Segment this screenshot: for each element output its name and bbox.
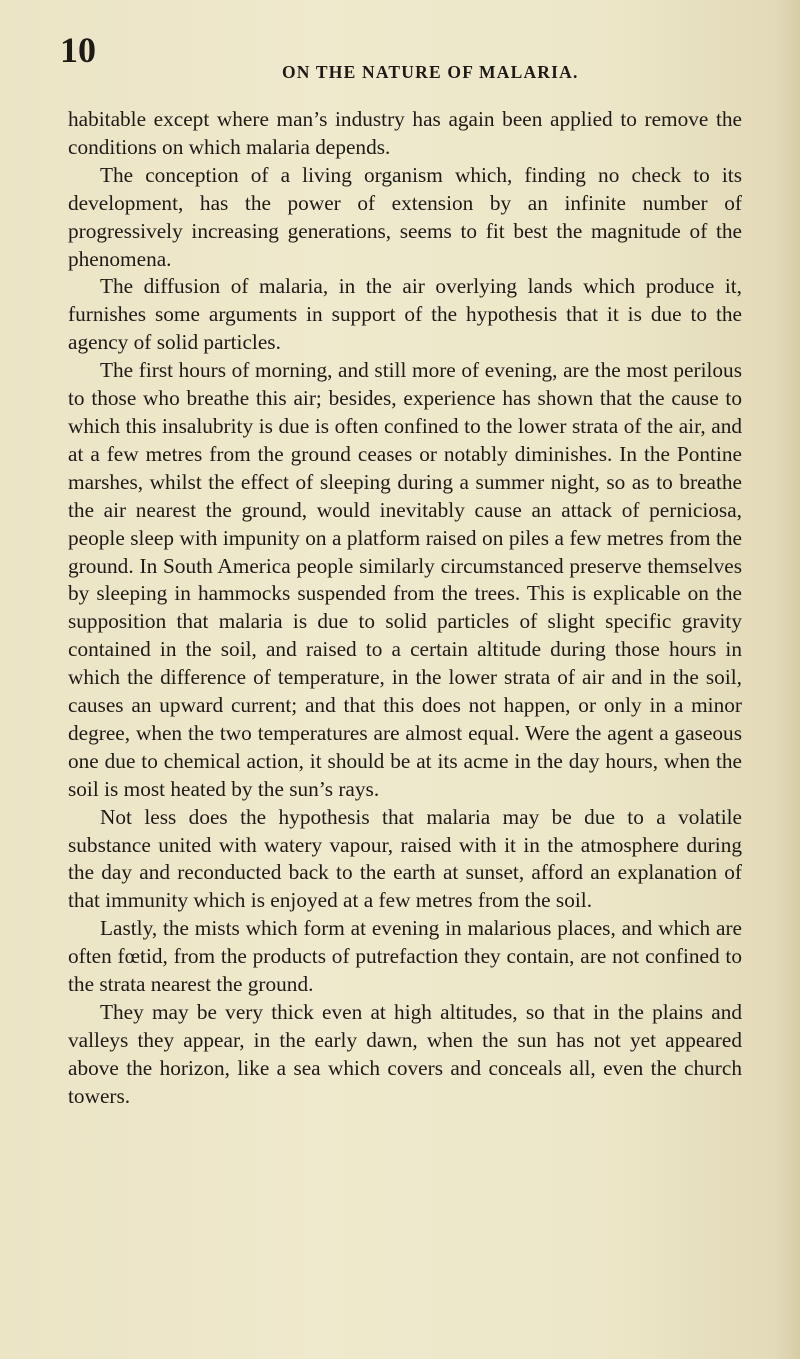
paragraph-volatile-substance: Not less does the hypothesis that malaria may be due to a volatile substance united with watery vapour, raised with it in the atmosphere during the day and reconducted back to the earth at sunset, afford an explanation of that immunity which is enjoyed at a few metres from the soil. [68, 804, 742, 913]
paragraph-diffusion: The diffusion of malaria, in the air overlying lands which produce it, furnishes some arguments in support of the hypothesis that it is due to the agency of solid particles. [68, 274, 742, 355]
paragraph-lastly-mists: Lastly, the mists which form at evening in malarious places, and which are often fœtid, from the products of putrefaction they contain, are not confined to the strata nearest the ground. [68, 916, 742, 997]
body-text [68, 106, 742, 1111]
paragraph-high-altitudes: They may be very thick even at high altitudes, so that in the plains and valleys they appear, in the early dawn, when the sun has not yet appeared above the horizon, like a sea which covers and conceals all, even the church towers. [68, 1000, 742, 1108]
page-number: 10 [60, 30, 96, 70]
running-title: ON THE NATURE OF MALARIA. [282, 62, 579, 82]
paragraph-first-hours: The first hours of morning, and still more of evening, are the most perilous to those who breathe this air; besides, experience has shown that the cause to which this insalubrity is due is often confined to the lower strata of the air, and at a few metres from the ground ceases or notably diminishes. In the Pontine marshes, whilst the effect of sleeping during a summer night, so as to breathe the air nearest the ground, would inevitably cause an attack of perniciosa, people sleep with impunity on a platform raised on piles a few metres from the ground. In South America people similarly circumstanced preserve themselves by sleeping in hammocks suspended from the trees. This is explicable on the supposition that malaria is due to solid particles of slight specific gravity contained in the soil, and raised to a certain altitude during those hours in which the difference of temperature, in the lower strata of air and in the soil, causes an upward current; and that this does not happen, or only in a minor degree, when the two temperatures are almost equal. Were the agent a gaseous one due to chemical action, it should be at its acme in the day hours, when the soil is most heated by the sun’s rays. [68, 358, 742, 801]
paragraph-continuation: habitable except where man’s industry has again been applied to remove the conditions on which malaria depends. [68, 107, 742, 159]
paragraph-conception: The conception of a living organism which, finding no check to its development, has the power of extension by an infinite number of progressively increasing generations, seems to fit best the magnitude of the phenomena. [68, 162, 742, 271]
